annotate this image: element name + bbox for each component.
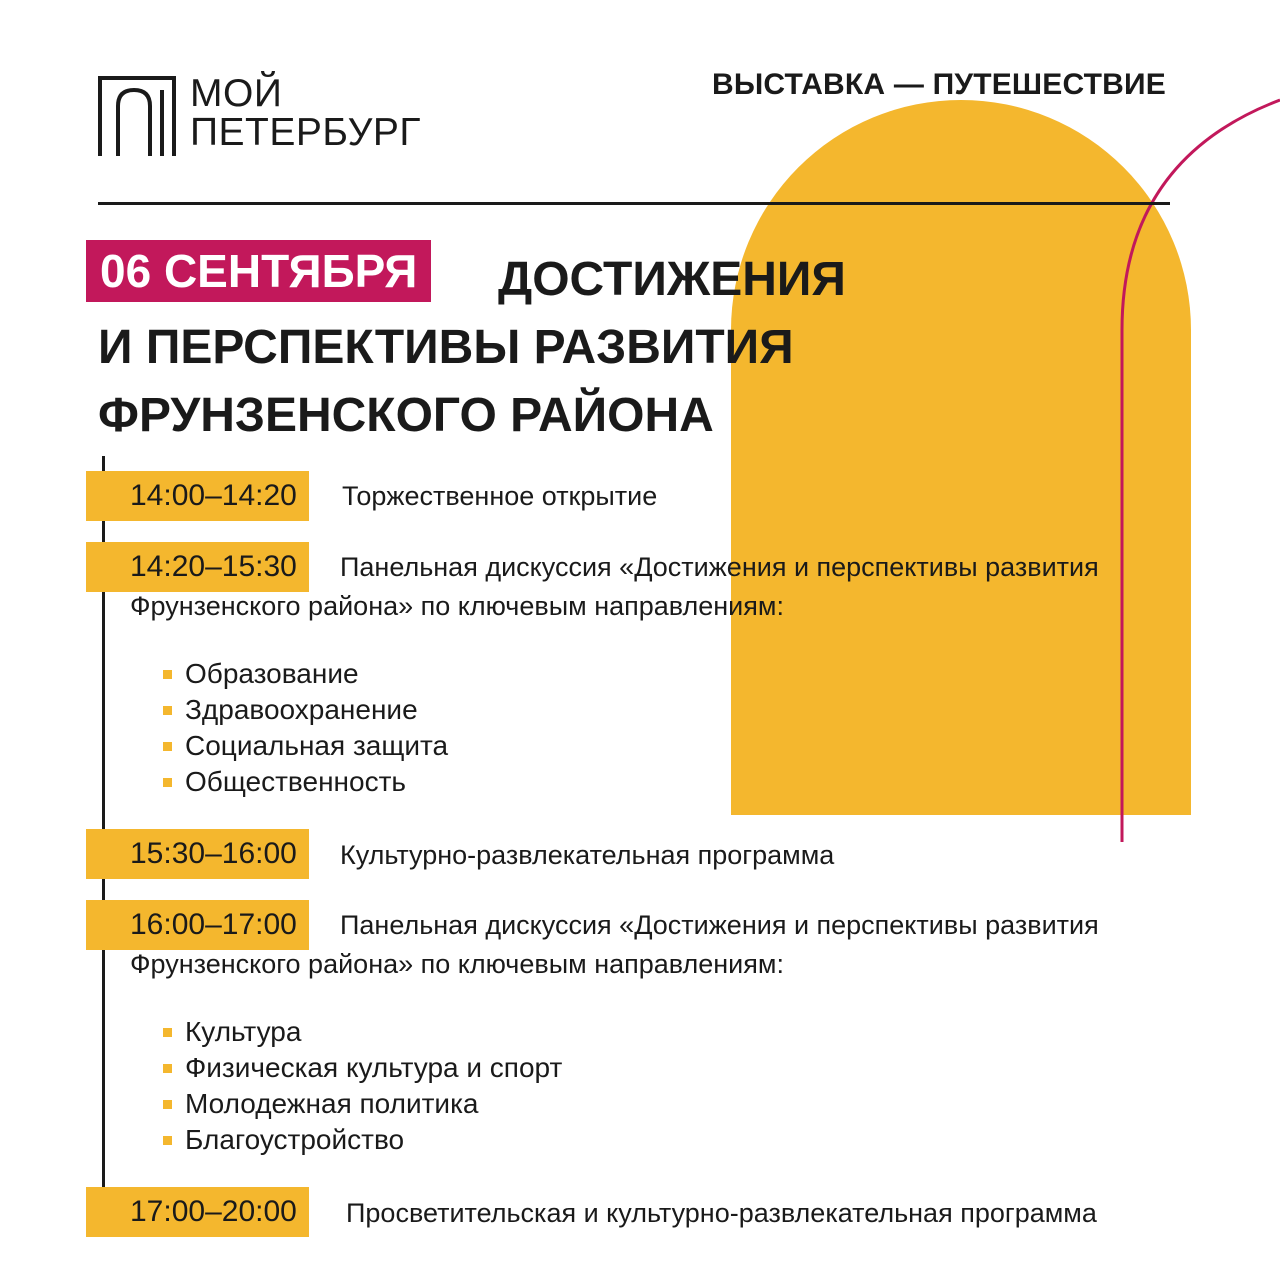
agenda-item-2-topics [163, 656, 448, 800]
list-item: Благоустройство [163, 1122, 562, 1158]
bullet-square-icon [163, 742, 172, 751]
agenda-item-1-title: Торжественное открытие [342, 481, 658, 511]
bullet-square-icon [163, 778, 172, 787]
arch-logo-icon [98, 76, 176, 156]
time-slot-1: 14:00–14:20 [86, 471, 309, 521]
list-item: Культура [163, 1014, 562, 1050]
event-title-line-3: ФРУНЗЕНСКОГО РАЙОНА [98, 389, 714, 442]
time-slot-5: 17:00–20:00 [86, 1187, 309, 1237]
agenda-item-2-title: Панельная дискуссия «Достижения и перспективы развития [340, 552, 1099, 582]
bullet-square-icon [163, 1136, 172, 1145]
list-item: Здравоохранение [163, 692, 448, 728]
agenda-item-5-title: Просветительская и культурно-развлекательная программа [346, 1198, 1097, 1228]
event-title-line-1: ДОСТИЖЕНИЯ [498, 253, 846, 306]
logo-wordmark [190, 74, 421, 152]
list-item: Общественность [163, 764, 448, 800]
bullet-square-icon [163, 1064, 172, 1073]
bullet-square-icon [163, 706, 172, 715]
logo-line-1: МОЙ [190, 72, 283, 115]
bullet-square-icon [163, 670, 172, 679]
agenda-item-4-title-cont: Фрунзенского района» по ключевым направлениям: [130, 949, 784, 979]
time-slot-2: 14:20–15:30 [86, 542, 309, 592]
agenda-item-3-title: Культурно-развлекательная программа [340, 840, 835, 870]
exhibition-label: ВЫСТАВКА — ПУТЕШЕСТВИЕ [712, 68, 1166, 101]
list-item: Образование [163, 656, 448, 692]
time-slot-4: 16:00–17:00 [86, 900, 309, 950]
logo-line-2: ПЕТЕРБУРГ [190, 111, 421, 154]
agenda-item-4-topics [163, 1014, 562, 1158]
list-item: Молодежная политика [163, 1086, 562, 1122]
agenda-item-4-title: Панельная дискуссия «Достижения и перспективы развития [340, 910, 1099, 940]
list-item: Физическая культура и спорт [163, 1050, 562, 1086]
bullet-square-icon [163, 1100, 172, 1109]
date-badge: 06 СЕНТЯБРЯ [86, 240, 431, 302]
time-slot-3: 15:30–16:00 [86, 829, 309, 879]
list-item: Социальная защита [163, 728, 448, 764]
event-title-line-2: И ПЕРСПЕКТИВЫ РАЗВИТИЯ [98, 321, 794, 374]
header-divider [98, 202, 1170, 205]
agenda-item-2-title-cont: Фрунзенского района» по ключевым направлениям: [130, 591, 784, 621]
bullet-square-icon [163, 1028, 172, 1037]
